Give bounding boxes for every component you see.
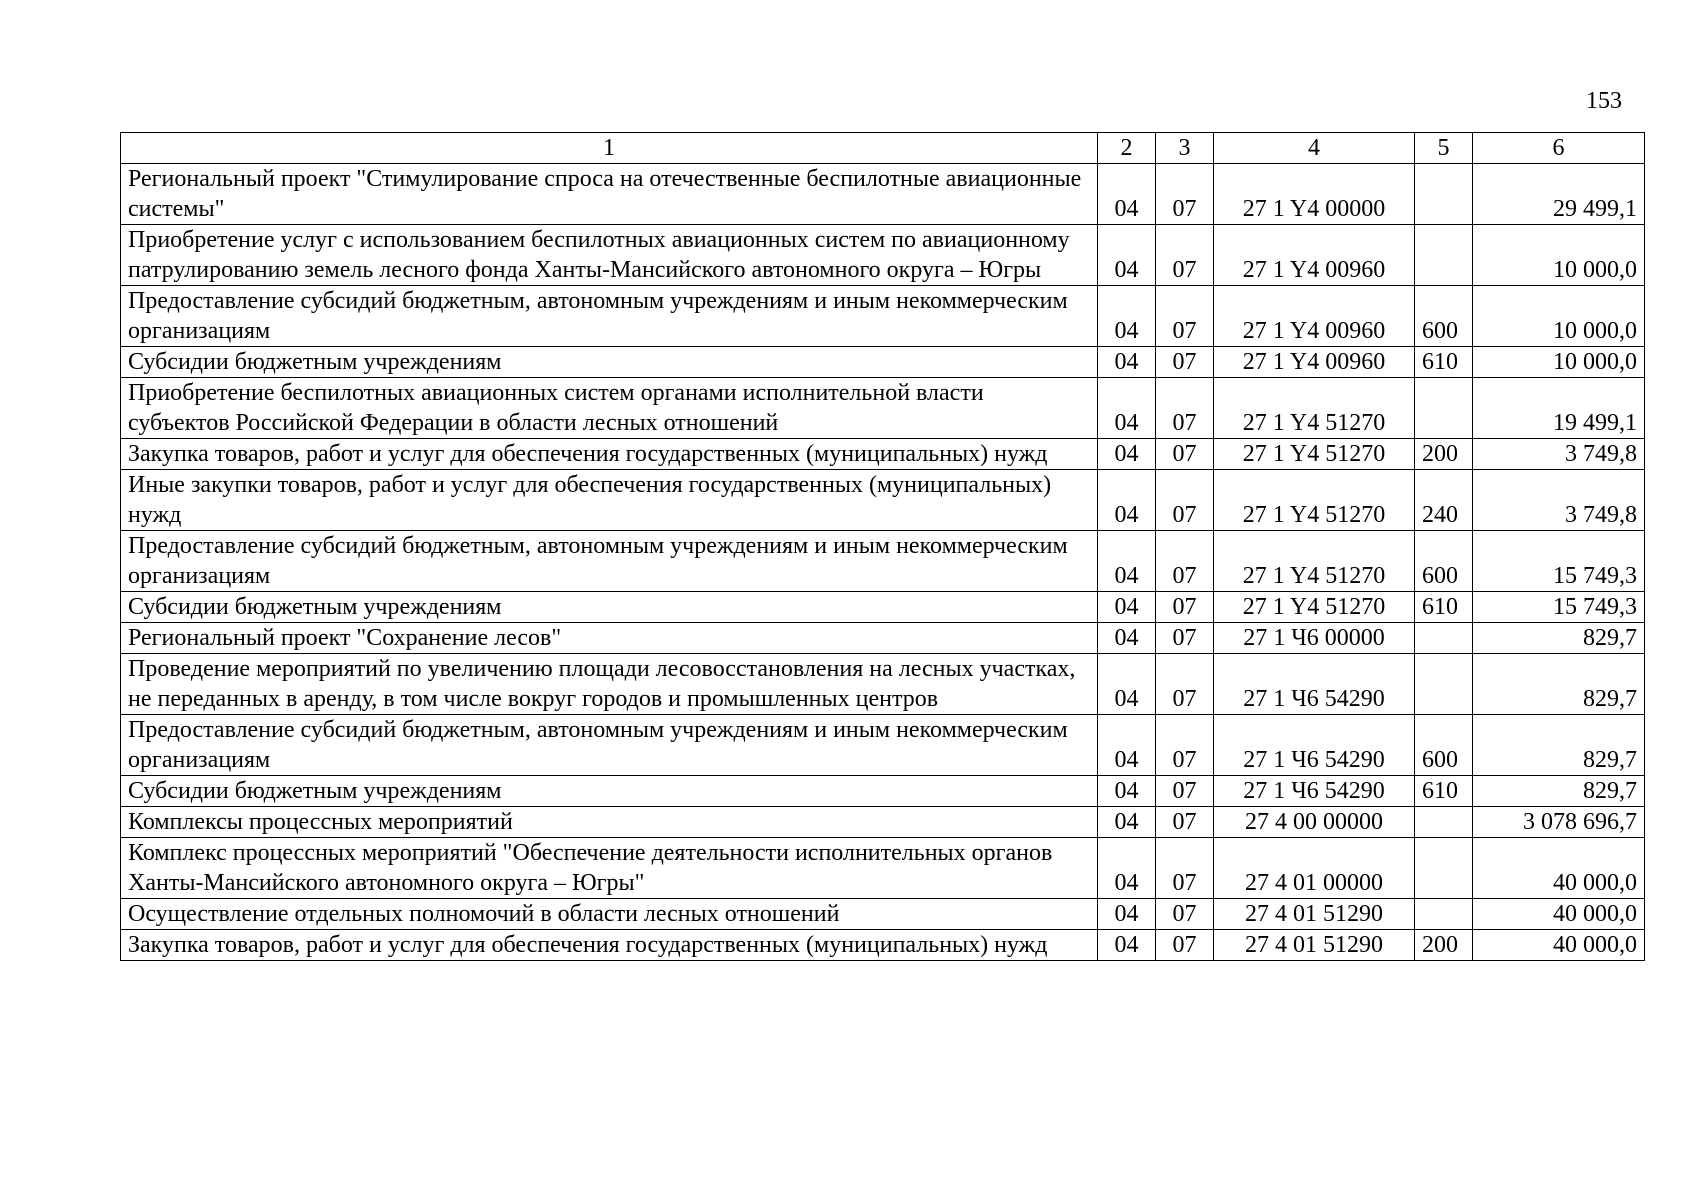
cell-target: 27 1 Y4 00960 xyxy=(1214,286,1415,347)
cell-target: 27 4 00 00000 xyxy=(1214,807,1415,838)
cell-amount: 15 749,3 xyxy=(1473,592,1645,623)
table-row xyxy=(121,531,1645,592)
table-row xyxy=(121,715,1645,776)
cell-amount: 10 000,0 xyxy=(1473,286,1645,347)
table-row xyxy=(121,439,1645,470)
cell-subsection: 07 xyxy=(1156,439,1214,470)
cell-expense-type xyxy=(1415,807,1473,838)
cell-section: 04 xyxy=(1098,654,1156,715)
cell-subsection: 07 xyxy=(1156,623,1214,654)
cell-subsection: 07 xyxy=(1156,715,1214,776)
cell-name: Закупка товаров, работ и услуг для обеспечения государственных (муниципальных) нужд xyxy=(121,930,1098,961)
cell-name: Предоставление субсидий бюджетным, автономным учреждениям и иным некоммерческим организациям xyxy=(121,531,1098,592)
budget-table xyxy=(120,132,1645,961)
cell-amount: 10 000,0 xyxy=(1473,225,1645,286)
cell-amount: 40 000,0 xyxy=(1473,930,1645,961)
cell-subsection: 07 xyxy=(1156,899,1214,930)
cell-subsection: 07 xyxy=(1156,286,1214,347)
cell-name: Субсидии бюджетным учреждениям xyxy=(121,592,1098,623)
cell-subsection: 07 xyxy=(1156,592,1214,623)
cell-section: 04 xyxy=(1098,930,1156,961)
table-row xyxy=(121,164,1645,225)
cell-target: 27 1 Y4 00960 xyxy=(1214,225,1415,286)
cell-amount: 10 000,0 xyxy=(1473,347,1645,378)
table-row xyxy=(121,378,1645,439)
cell-section: 04 xyxy=(1098,838,1156,899)
cell-target: 27 1 Y4 51270 xyxy=(1214,470,1415,531)
cell-amount: 829,7 xyxy=(1473,715,1645,776)
cell-expense-type xyxy=(1415,654,1473,715)
cell-expense-type xyxy=(1415,164,1473,225)
cell-section: 04 xyxy=(1098,225,1156,286)
cell-subsection: 07 xyxy=(1156,531,1214,592)
table-row xyxy=(121,347,1645,378)
cell-target: 27 1 Y4 51270 xyxy=(1214,439,1415,470)
cell-expense-type: 610 xyxy=(1415,776,1473,807)
cell-name: Комплекс процессных мероприятий "Обеспечение деятельности исполнительных органов Ханты-Мансийского автономного округа – Югры" xyxy=(121,838,1098,899)
cell-name: Субсидии бюджетным учреждениям xyxy=(121,776,1098,807)
table-header-row xyxy=(121,133,1645,164)
cell-target: 27 4 01 51290 xyxy=(1214,899,1415,930)
cell-section: 04 xyxy=(1098,592,1156,623)
cell-expense-type xyxy=(1415,378,1473,439)
cell-name: Субсидии бюджетным учреждениям xyxy=(121,347,1098,378)
cell-section: 04 xyxy=(1098,776,1156,807)
cell-expense-type xyxy=(1415,623,1473,654)
cell-expense-type xyxy=(1415,225,1473,286)
header-cell-expense-type: 5 xyxy=(1415,133,1473,164)
cell-subsection: 07 xyxy=(1156,470,1214,531)
cell-section: 04 xyxy=(1098,439,1156,470)
cell-section: 04 xyxy=(1098,623,1156,654)
table-row xyxy=(121,899,1645,930)
table-row xyxy=(121,470,1645,531)
cell-subsection: 07 xyxy=(1156,378,1214,439)
cell-target: 27 1 Ч6 54290 xyxy=(1214,776,1415,807)
cell-amount: 40 000,0 xyxy=(1473,838,1645,899)
cell-section: 04 xyxy=(1098,286,1156,347)
cell-name: Приобретение беспилотных авиационных систем органами исполнительной власти субъектов Российской Федерации в области лесных отношений xyxy=(121,378,1098,439)
cell-expense-type: 600 xyxy=(1415,531,1473,592)
cell-amount: 15 749,3 xyxy=(1473,531,1645,592)
cell-subsection: 07 xyxy=(1156,930,1214,961)
cell-amount: 829,7 xyxy=(1473,623,1645,654)
table-row xyxy=(121,225,1645,286)
cell-expense-type: 610 xyxy=(1415,592,1473,623)
cell-section: 04 xyxy=(1098,347,1156,378)
cell-section: 04 xyxy=(1098,378,1156,439)
cell-target: 27 1 Ч6 54290 xyxy=(1214,654,1415,715)
cell-subsection: 07 xyxy=(1156,776,1214,807)
page-number: 153 xyxy=(1586,88,1622,114)
cell-subsection: 07 xyxy=(1156,225,1214,286)
cell-target: 27 1 Y4 00960 xyxy=(1214,347,1415,378)
cell-target: 27 4 01 00000 xyxy=(1214,838,1415,899)
cell-section: 04 xyxy=(1098,715,1156,776)
cell-name: Предоставление субсидий бюджетным, автономным учреждениям и иным некоммерческим организациям xyxy=(121,715,1098,776)
cell-amount: 19 499,1 xyxy=(1473,378,1645,439)
cell-target: 27 1 Ч6 00000 xyxy=(1214,623,1415,654)
cell-subsection: 07 xyxy=(1156,347,1214,378)
cell-amount: 829,7 xyxy=(1473,654,1645,715)
cell-name: Осуществление отдельных полномочий в области лесных отношений xyxy=(121,899,1098,930)
cell-expense-type: 200 xyxy=(1415,439,1473,470)
table-row xyxy=(121,838,1645,899)
table-row xyxy=(121,807,1645,838)
cell-name: Приобретение услуг с использованием беспилотных авиационных систем по авиационному патрулированию земель лесного фонда Ханты-Мансийского автономного округа – Югры xyxy=(121,225,1098,286)
cell-name: Региональный проект "Стимулирование спроса на отечественные беспилотные авиационные системы" xyxy=(121,164,1098,225)
cell-subsection: 07 xyxy=(1156,164,1214,225)
cell-name: Иные закупки товаров, работ и услуг для обеспечения государственных (муниципальных) нужд xyxy=(121,470,1098,531)
cell-section: 04 xyxy=(1098,164,1156,225)
cell-expense-type: 610 xyxy=(1415,347,1473,378)
cell-target: 27 1 Y4 51270 xyxy=(1214,378,1415,439)
cell-section: 04 xyxy=(1098,470,1156,531)
header-cell-name: 1 xyxy=(121,133,1098,164)
cell-amount: 3 749,8 xyxy=(1473,470,1645,531)
cell-target: 27 1 Ч6 54290 xyxy=(1214,715,1415,776)
table-row xyxy=(121,623,1645,654)
cell-name: Закупка товаров, работ и услуг для обеспечения государственных (муниципальных) нужд xyxy=(121,439,1098,470)
cell-amount: 40 000,0 xyxy=(1473,899,1645,930)
cell-target: 27 1 Y4 00000 xyxy=(1214,164,1415,225)
cell-amount: 29 499,1 xyxy=(1473,164,1645,225)
cell-expense-type: 200 xyxy=(1415,930,1473,961)
table-row xyxy=(121,654,1645,715)
cell-subsection: 07 xyxy=(1156,807,1214,838)
cell-subsection: 07 xyxy=(1156,654,1214,715)
header-cell-section: 2 xyxy=(1098,133,1156,164)
cell-expense-type xyxy=(1415,838,1473,899)
cell-amount: 3 078 696,7 xyxy=(1473,807,1645,838)
table-row xyxy=(121,592,1645,623)
table-row xyxy=(121,930,1645,961)
cell-expense-type: 240 xyxy=(1415,470,1473,531)
cell-section: 04 xyxy=(1098,899,1156,930)
cell-name: Региональный проект "Сохранение лесов" xyxy=(121,623,1098,654)
cell-name: Комплексы процессных мероприятий xyxy=(121,807,1098,838)
header-cell-target: 4 xyxy=(1214,133,1415,164)
cell-section: 04 xyxy=(1098,531,1156,592)
table-body xyxy=(121,164,1645,961)
cell-target: 27 1 Y4 51270 xyxy=(1214,531,1415,592)
header-cell-amount: 6 xyxy=(1473,133,1645,164)
cell-expense-type: 600 xyxy=(1415,715,1473,776)
cell-section: 04 xyxy=(1098,807,1156,838)
cell-amount: 829,7 xyxy=(1473,776,1645,807)
table-row xyxy=(121,776,1645,807)
cell-subsection: 07 xyxy=(1156,838,1214,899)
cell-name: Предоставление субсидий бюджетным, автономным учреждениям и иным некоммерческим организациям xyxy=(121,286,1098,347)
cell-expense-type: 600 xyxy=(1415,286,1473,347)
cell-expense-type xyxy=(1415,899,1473,930)
header-cell-subsection: 3 xyxy=(1156,133,1214,164)
table-row xyxy=(121,286,1645,347)
cell-target: 27 4 01 51290 xyxy=(1214,930,1415,961)
cell-target: 27 1 Y4 51270 xyxy=(1214,592,1415,623)
cell-name: Проведение мероприятий по увеличению площади лесовосстановления на лесных участках, не переданных в аренду, в том числе вокруг городов и промышленных центров xyxy=(121,654,1098,715)
cell-amount: 3 749,8 xyxy=(1473,439,1645,470)
